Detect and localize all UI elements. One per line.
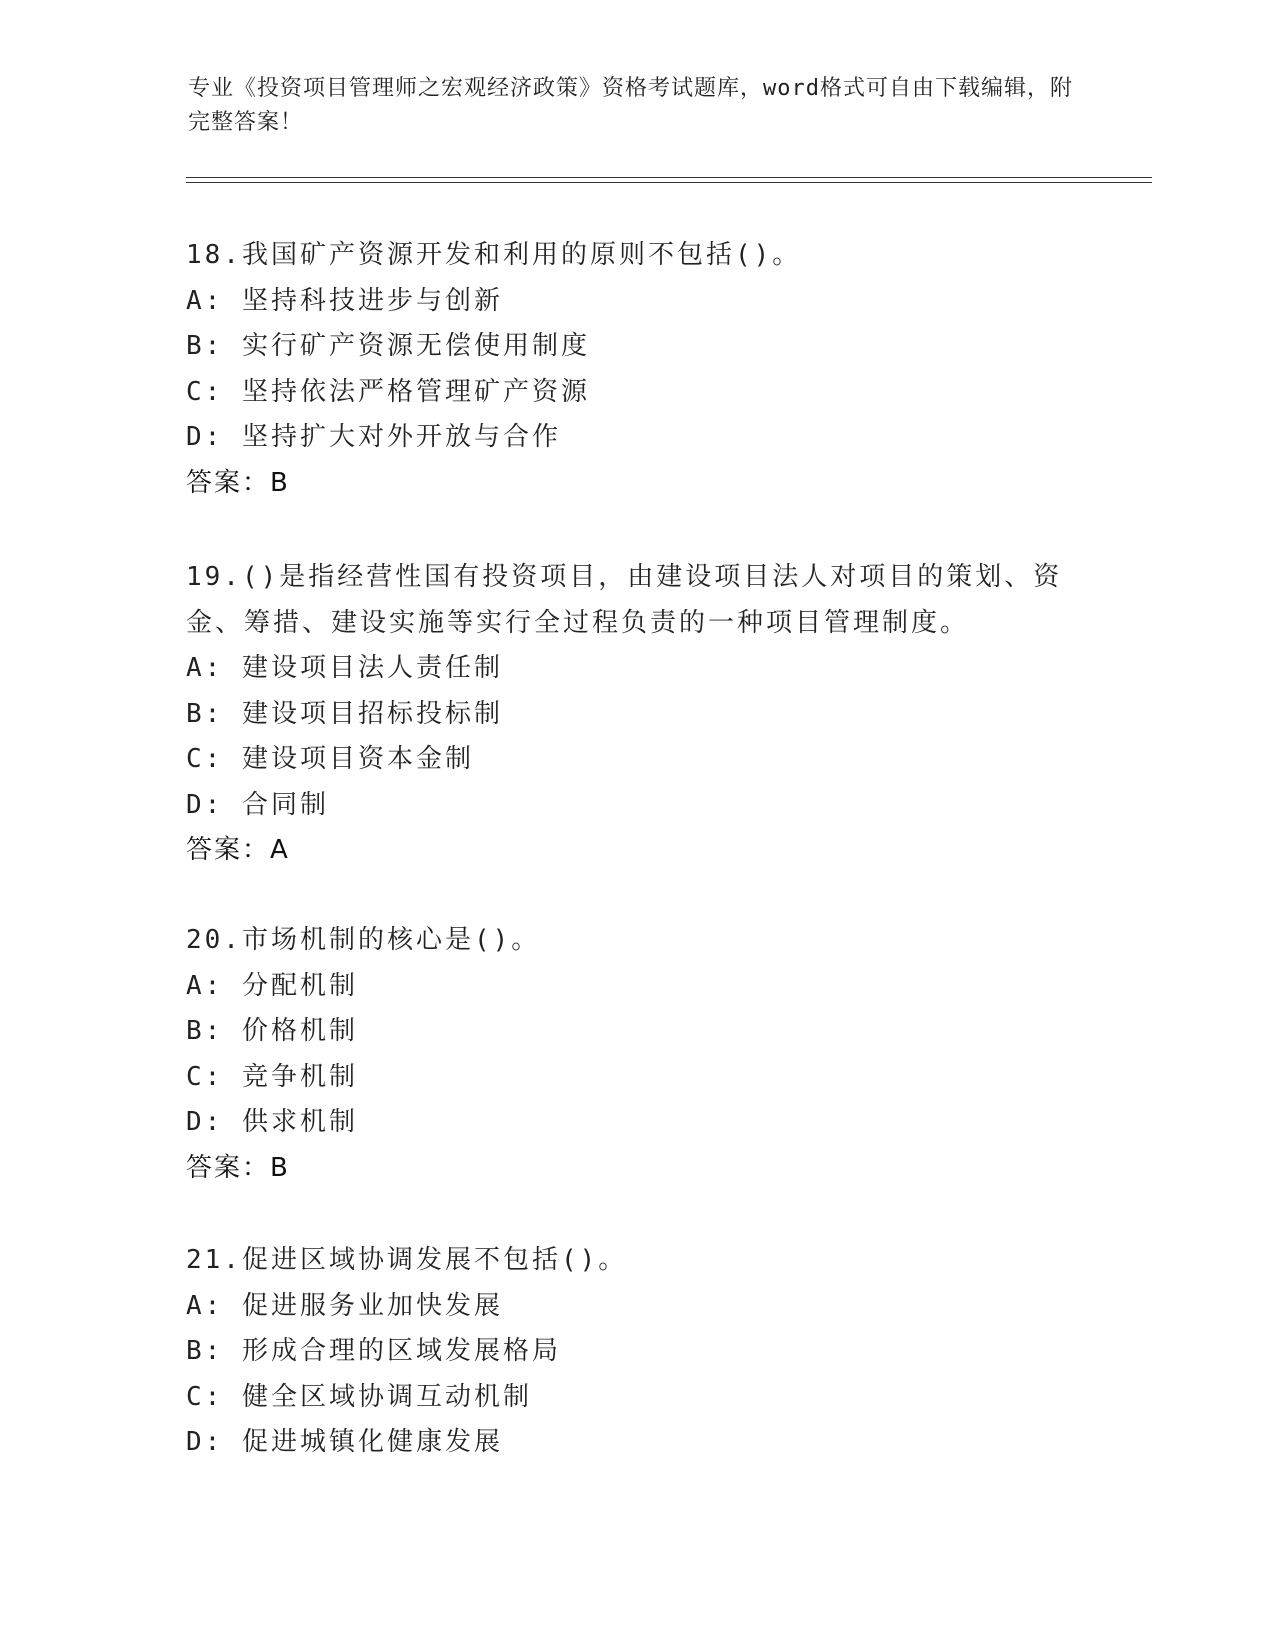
question-21 <box>186 1238 1086 1466</box>
option-c: C: 建设项目资本金制 <box>186 744 474 774</box>
header-divider-bottom <box>186 182 1152 183</box>
answer-label: 答案：B <box>186 467 290 498</box>
question-18 <box>186 233 1086 506</box>
question-stem: 19.()是指经营性国有投资项目，由建设项目法人对项目的策划、资金、筹措、建设实施等实行全过程负责的一种项目管理制度。 <box>186 562 1063 638</box>
option-a: A: 坚持科技进步与创新 <box>186 285 503 316</box>
header-divider-top <box>186 177 1152 178</box>
option-c: C: 坚持依法严格管理矿产资源 <box>186 376 590 407</box>
option-a: A: 建设项目法人责任制 <box>186 653 503 683</box>
option-b: B: 价格机制 <box>186 1016 358 1046</box>
option-c: C: 竞争机制 <box>186 1061 358 1092</box>
question-20 <box>186 918 1086 1191</box>
option-d: D: 供求机制 <box>186 1107 358 1137</box>
option-a: A: 分配机制 <box>186 970 358 1001</box>
option-c: C: 健全区域协调互动机制 <box>186 1381 532 1412</box>
option-d: D: 坚持扩大对外开放与合作 <box>186 422 561 452</box>
option-d: D: 促进城镇化健康发展 <box>186 1427 503 1457</box>
option-b: B: 实行矿产资源无偿使用制度 <box>186 331 590 361</box>
option-b: B: 建设项目招标投标制 <box>186 698 503 729</box>
option-d: D: 合同制 <box>186 789 329 820</box>
answer-label: 答案：B <box>186 1152 290 1183</box>
question-stem: 18.我国矿产资源开发和利用的原则不包括()。 <box>186 240 802 270</box>
question-19 <box>186 555 1086 874</box>
option-b: B: 形成合理的区域发展格局 <box>186 1336 561 1366</box>
question-stem: 20.市场机制的核心是()。 <box>186 925 541 955</box>
option-a: A: 促进服务业加快发展 <box>186 1290 503 1321</box>
answer-label: 答案：A <box>186 835 290 865</box>
document-header: 专业《投资项目管理师之宏观经济政策》资格考试题库，word格式可自由下载编辑，附完整答案！ <box>188 76 1073 135</box>
question-stem: 21.促进区域协调发展不包括()。 <box>186 1245 628 1275</box>
